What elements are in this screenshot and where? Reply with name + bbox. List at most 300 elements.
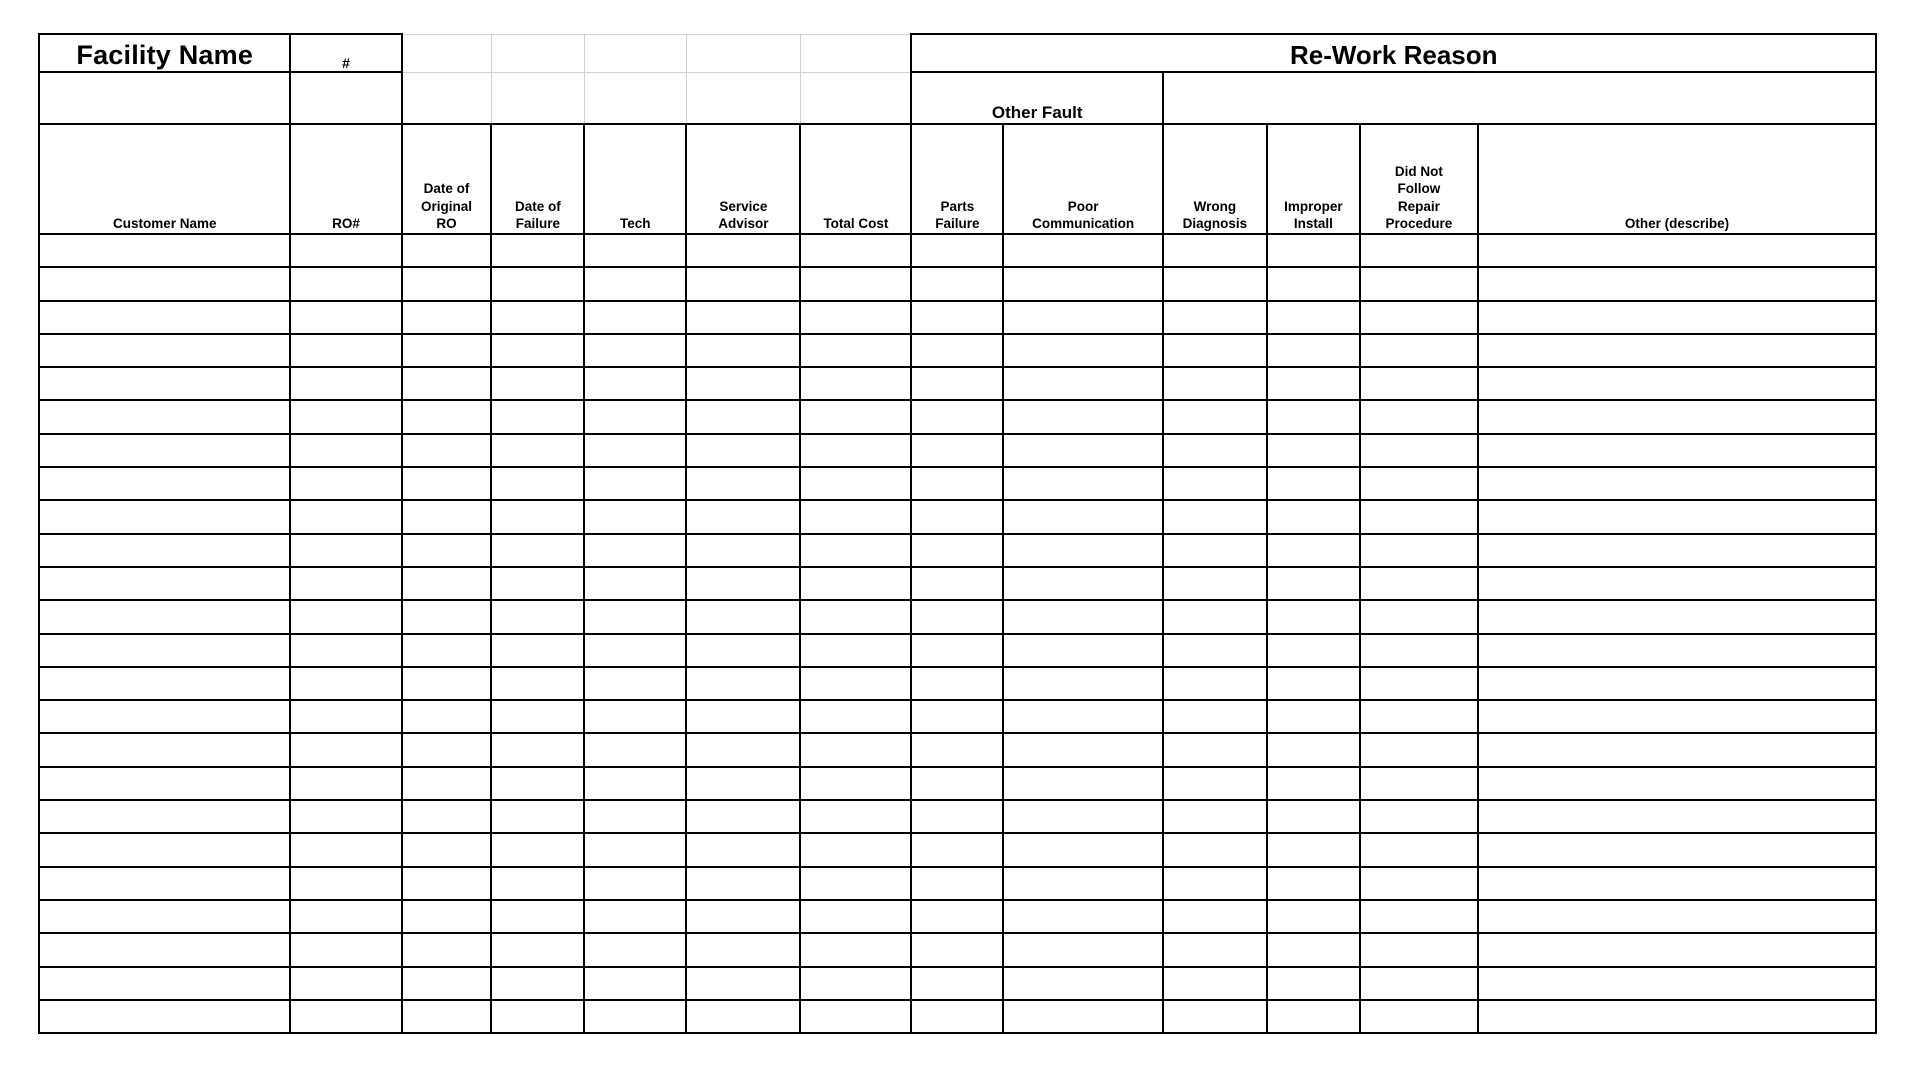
cell-parts-failure[interactable] xyxy=(911,900,1003,933)
cell-improper-install[interactable] xyxy=(1267,467,1360,500)
cell-improper-install[interactable] xyxy=(1267,733,1360,766)
cell-other-describe[interactable] xyxy=(1478,334,1876,367)
cell-other-describe[interactable] xyxy=(1478,267,1876,300)
cell-service-advisor[interactable] xyxy=(686,867,800,900)
cell-ro-number[interactable] xyxy=(290,667,401,700)
cell-parts-failure[interactable] xyxy=(911,933,1003,966)
cell-poor-communication[interactable] xyxy=(1003,833,1163,866)
cell-poor-communication[interactable] xyxy=(1003,867,1163,900)
cell-date-original-ro[interactable] xyxy=(402,900,492,933)
cell-total-cost[interactable] xyxy=(800,500,911,533)
table-row[interactable] xyxy=(39,634,1876,667)
cell-date-of-failure[interactable] xyxy=(491,900,584,933)
cell-ro-number[interactable] xyxy=(290,567,401,600)
cell-wrong-diagnosis[interactable] xyxy=(1163,567,1267,600)
cell-customer-name[interactable] xyxy=(39,234,290,267)
cell-did-not-follow-repair-procedure[interactable] xyxy=(1360,434,1478,467)
cell-did-not-follow-repair-procedure[interactable] xyxy=(1360,534,1478,567)
cell-customer-name[interactable] xyxy=(39,833,290,866)
cell-improper-install[interactable] xyxy=(1267,867,1360,900)
cell-tech[interactable] xyxy=(584,700,686,733)
cell-wrong-diagnosis[interactable] xyxy=(1163,301,1267,334)
cell-wrong-diagnosis[interactable] xyxy=(1163,600,1267,633)
cell-date-of-failure[interactable] xyxy=(491,500,584,533)
cell-parts-failure[interactable] xyxy=(911,733,1003,766)
cell-did-not-follow-repair-procedure[interactable] xyxy=(1360,500,1478,533)
cell-tech[interactable] xyxy=(584,667,686,700)
cell-did-not-follow-repair-procedure[interactable] xyxy=(1360,267,1478,300)
cell-poor-communication[interactable] xyxy=(1003,234,1163,267)
cell-total-cost[interactable] xyxy=(800,234,911,267)
cell-ro-number[interactable] xyxy=(290,434,401,467)
cell-date-of-failure[interactable] xyxy=(491,700,584,733)
cell-total-cost[interactable] xyxy=(800,900,911,933)
cell-other-describe[interactable] xyxy=(1478,400,1876,433)
cell-ro-number[interactable] xyxy=(290,267,401,300)
cell-date-of-failure[interactable] xyxy=(491,634,584,667)
cell-ro-number[interactable] xyxy=(290,967,401,1000)
table-row[interactable] xyxy=(39,534,1876,567)
cell-total-cost[interactable] xyxy=(800,434,911,467)
cell-parts-failure[interactable] xyxy=(911,400,1003,433)
cell-poor-communication[interactable] xyxy=(1003,367,1163,400)
table-row[interactable] xyxy=(39,833,1876,866)
cell-parts-failure[interactable] xyxy=(911,1000,1003,1033)
cell-total-cost[interactable] xyxy=(800,567,911,600)
cell-tech[interactable] xyxy=(584,234,686,267)
cell-service-advisor[interactable] xyxy=(686,234,800,267)
cell-did-not-follow-repair-procedure[interactable] xyxy=(1360,833,1478,866)
cell-wrong-diagnosis[interactable] xyxy=(1163,867,1267,900)
cell-total-cost[interactable] xyxy=(800,767,911,800)
table-row[interactable] xyxy=(39,900,1876,933)
cell-parts-failure[interactable] xyxy=(911,634,1003,667)
table-row[interactable] xyxy=(39,567,1876,600)
cell-total-cost[interactable] xyxy=(800,800,911,833)
cell-ro-number[interactable] xyxy=(290,800,401,833)
cell-tech[interactable] xyxy=(584,767,686,800)
cell-other-describe[interactable] xyxy=(1478,800,1876,833)
table-row[interactable] xyxy=(39,1000,1876,1033)
cell-total-cost[interactable] xyxy=(800,967,911,1000)
cell-parts-failure[interactable] xyxy=(911,800,1003,833)
cell-poor-communication[interactable] xyxy=(1003,600,1163,633)
cell-total-cost[interactable] xyxy=(800,334,911,367)
cell-total-cost[interactable] xyxy=(800,301,911,334)
cell-date-original-ro[interactable] xyxy=(402,634,492,667)
cell-improper-install[interactable] xyxy=(1267,367,1360,400)
cell-total-cost[interactable] xyxy=(800,867,911,900)
cell-poor-communication[interactable] xyxy=(1003,400,1163,433)
cell-total-cost[interactable] xyxy=(800,700,911,733)
cell-poor-communication[interactable] xyxy=(1003,267,1163,300)
cell-date-original-ro[interactable] xyxy=(402,933,492,966)
cell-total-cost[interactable] xyxy=(800,600,911,633)
cell-wrong-diagnosis[interactable] xyxy=(1163,234,1267,267)
cell-wrong-diagnosis[interactable] xyxy=(1163,634,1267,667)
cell-improper-install[interactable] xyxy=(1267,500,1360,533)
cell-improper-install[interactable] xyxy=(1267,267,1360,300)
table-row[interactable] xyxy=(39,967,1876,1000)
table-row[interactable] xyxy=(39,500,1876,533)
cell-tech[interactable] xyxy=(584,600,686,633)
cell-parts-failure[interactable] xyxy=(911,767,1003,800)
cell-service-advisor[interactable] xyxy=(686,467,800,500)
cell-did-not-follow-repair-procedure[interactable] xyxy=(1360,334,1478,367)
cell-date-original-ro[interactable] xyxy=(402,1000,492,1033)
cell-parts-failure[interactable] xyxy=(911,567,1003,600)
cell-total-cost[interactable] xyxy=(800,467,911,500)
cell-tech[interactable] xyxy=(584,1000,686,1033)
cell-service-advisor[interactable] xyxy=(686,301,800,334)
cell-poor-communication[interactable] xyxy=(1003,967,1163,1000)
cell-date-original-ro[interactable] xyxy=(402,567,492,600)
cell-improper-install[interactable] xyxy=(1267,301,1360,334)
cell-parts-failure[interactable] xyxy=(911,867,1003,900)
table-row[interactable] xyxy=(39,400,1876,433)
cell-ro-number[interactable] xyxy=(290,600,401,633)
cell-customer-name[interactable] xyxy=(39,600,290,633)
cell-parts-failure[interactable] xyxy=(911,667,1003,700)
cell-did-not-follow-repair-procedure[interactable] xyxy=(1360,367,1478,400)
cell-wrong-diagnosis[interactable] xyxy=(1163,800,1267,833)
cell-wrong-diagnosis[interactable] xyxy=(1163,400,1267,433)
cell-wrong-diagnosis[interactable] xyxy=(1163,467,1267,500)
cell-other-describe[interactable] xyxy=(1478,667,1876,700)
cell-date-of-failure[interactable] xyxy=(491,800,584,833)
cell-other-describe[interactable] xyxy=(1478,301,1876,334)
number-input-cell[interactable] xyxy=(290,72,401,124)
cell-poor-communication[interactable] xyxy=(1003,733,1163,766)
facility-name-input-cell[interactable] xyxy=(39,72,290,124)
cell-other-describe[interactable] xyxy=(1478,733,1876,766)
cell-improper-install[interactable] xyxy=(1267,700,1360,733)
cell-poor-communication[interactable] xyxy=(1003,767,1163,800)
cell-other-describe[interactable] xyxy=(1478,933,1876,966)
cell-poor-communication[interactable] xyxy=(1003,500,1163,533)
cell-ro-number[interactable] xyxy=(290,867,401,900)
cell-wrong-diagnosis[interactable] xyxy=(1163,500,1267,533)
cell-date-original-ro[interactable] xyxy=(402,767,492,800)
cell-other-describe[interactable] xyxy=(1478,867,1876,900)
cell-date-original-ro[interactable] xyxy=(402,267,492,300)
cell-improper-install[interactable] xyxy=(1267,434,1360,467)
cell-wrong-diagnosis[interactable] xyxy=(1163,334,1267,367)
cell-other-describe[interactable] xyxy=(1478,600,1876,633)
cell-tech[interactable] xyxy=(584,367,686,400)
cell-did-not-follow-repair-procedure[interactable] xyxy=(1360,467,1478,500)
cell-ro-number[interactable] xyxy=(290,1000,401,1033)
cell-total-cost[interactable] xyxy=(800,267,911,300)
cell-wrong-diagnosis[interactable] xyxy=(1163,367,1267,400)
cell-customer-name[interactable] xyxy=(39,767,290,800)
cell-total-cost[interactable] xyxy=(800,400,911,433)
table-row[interactable] xyxy=(39,267,1876,300)
cell-customer-name[interactable] xyxy=(39,267,290,300)
cell-customer-name[interactable] xyxy=(39,967,290,1000)
cell-service-advisor[interactable] xyxy=(686,800,800,833)
cell-did-not-follow-repair-procedure[interactable] xyxy=(1360,234,1478,267)
cell-ro-number[interactable] xyxy=(290,467,401,500)
cell-improper-install[interactable] xyxy=(1267,800,1360,833)
cell-other-describe[interactable] xyxy=(1478,567,1876,600)
cell-improper-install[interactable] xyxy=(1267,967,1360,1000)
cell-poor-communication[interactable] xyxy=(1003,1000,1163,1033)
cell-ro-number[interactable] xyxy=(290,234,401,267)
cell-poor-communication[interactable] xyxy=(1003,334,1163,367)
cell-other-describe[interactable] xyxy=(1478,234,1876,267)
cell-wrong-diagnosis[interactable] xyxy=(1163,767,1267,800)
cell-date-of-failure[interactable] xyxy=(491,1000,584,1033)
cell-ro-number[interactable] xyxy=(290,367,401,400)
cell-did-not-follow-repair-procedure[interactable] xyxy=(1360,933,1478,966)
cell-customer-name[interactable] xyxy=(39,400,290,433)
cell-other-describe[interactable] xyxy=(1478,367,1876,400)
cell-service-advisor[interactable] xyxy=(686,967,800,1000)
cell-improper-install[interactable] xyxy=(1267,234,1360,267)
cell-tech[interactable] xyxy=(584,733,686,766)
cell-improper-install[interactable] xyxy=(1267,900,1360,933)
cell-other-describe[interactable] xyxy=(1478,467,1876,500)
cell-date-original-ro[interactable] xyxy=(402,400,492,433)
cell-service-advisor[interactable] xyxy=(686,900,800,933)
table-row[interactable] xyxy=(39,667,1876,700)
cell-parts-failure[interactable] xyxy=(911,600,1003,633)
cell-wrong-diagnosis[interactable] xyxy=(1163,534,1267,567)
cell-ro-number[interactable] xyxy=(290,334,401,367)
cell-date-original-ro[interactable] xyxy=(402,234,492,267)
cell-wrong-diagnosis[interactable] xyxy=(1163,833,1267,866)
cell-other-describe[interactable] xyxy=(1478,500,1876,533)
cell-date-original-ro[interactable] xyxy=(402,833,492,866)
cell-wrong-diagnosis[interactable] xyxy=(1163,267,1267,300)
cell-did-not-follow-repair-procedure[interactable] xyxy=(1360,700,1478,733)
cell-tech[interactable] xyxy=(584,267,686,300)
cell-customer-name[interactable] xyxy=(39,900,290,933)
cell-tech[interactable] xyxy=(584,434,686,467)
cell-total-cost[interactable] xyxy=(800,367,911,400)
cell-improper-install[interactable] xyxy=(1267,334,1360,367)
cell-service-advisor[interactable] xyxy=(686,733,800,766)
cell-parts-failure[interactable] xyxy=(911,700,1003,733)
cell-customer-name[interactable] xyxy=(39,500,290,533)
table-row[interactable] xyxy=(39,733,1876,766)
cell-did-not-follow-repair-procedure[interactable] xyxy=(1360,667,1478,700)
cell-date-original-ro[interactable] xyxy=(402,800,492,833)
cell-other-describe[interactable] xyxy=(1478,434,1876,467)
cell-poor-communication[interactable] xyxy=(1003,667,1163,700)
cell-improper-install[interactable] xyxy=(1267,933,1360,966)
cell-parts-failure[interactable] xyxy=(911,833,1003,866)
cell-parts-failure[interactable] xyxy=(911,334,1003,367)
cell-did-not-follow-repair-procedure[interactable] xyxy=(1360,800,1478,833)
table-row[interactable] xyxy=(39,234,1876,267)
cell-customer-name[interactable] xyxy=(39,800,290,833)
cell-ro-number[interactable] xyxy=(290,767,401,800)
cell-did-not-follow-repair-procedure[interactable] xyxy=(1360,867,1478,900)
cell-date-of-failure[interactable] xyxy=(491,733,584,766)
cell-did-not-follow-repair-procedure[interactable] xyxy=(1360,600,1478,633)
cell-customer-name[interactable] xyxy=(39,634,290,667)
cell-date-original-ro[interactable] xyxy=(402,500,492,533)
cell-date-of-failure[interactable] xyxy=(491,567,584,600)
cell-date-of-failure[interactable] xyxy=(491,334,584,367)
cell-did-not-follow-repair-procedure[interactable] xyxy=(1360,301,1478,334)
cell-service-advisor[interactable] xyxy=(686,600,800,633)
cell-service-advisor[interactable] xyxy=(686,267,800,300)
cell-other-describe[interactable] xyxy=(1478,967,1876,1000)
cell-total-cost[interactable] xyxy=(800,1000,911,1033)
cell-poor-communication[interactable] xyxy=(1003,634,1163,667)
cell-customer-name[interactable] xyxy=(39,1000,290,1033)
cell-customer-name[interactable] xyxy=(39,867,290,900)
cell-did-not-follow-repair-procedure[interactable] xyxy=(1360,634,1478,667)
cell-customer-name[interactable] xyxy=(39,334,290,367)
cell-improper-install[interactable] xyxy=(1267,634,1360,667)
cell-customer-name[interactable] xyxy=(39,467,290,500)
cell-date-of-failure[interactable] xyxy=(491,833,584,866)
cell-date-original-ro[interactable] xyxy=(402,600,492,633)
cell-customer-name[interactable] xyxy=(39,667,290,700)
cell-tech[interactable] xyxy=(584,567,686,600)
cell-date-of-failure[interactable] xyxy=(491,434,584,467)
cell-parts-failure[interactable] xyxy=(911,434,1003,467)
cell-date-of-failure[interactable] xyxy=(491,967,584,1000)
cell-date-of-failure[interactable] xyxy=(491,267,584,300)
cell-wrong-diagnosis[interactable] xyxy=(1163,700,1267,733)
cell-improper-install[interactable] xyxy=(1267,767,1360,800)
cell-date-original-ro[interactable] xyxy=(402,367,492,400)
cell-poor-communication[interactable] xyxy=(1003,933,1163,966)
cell-customer-name[interactable] xyxy=(39,367,290,400)
cell-other-describe[interactable] xyxy=(1478,900,1876,933)
cell-date-original-ro[interactable] xyxy=(402,867,492,900)
cell-ro-number[interactable] xyxy=(290,733,401,766)
cell-customer-name[interactable] xyxy=(39,933,290,966)
cell-did-not-follow-repair-procedure[interactable] xyxy=(1360,567,1478,600)
cell-wrong-diagnosis[interactable] xyxy=(1163,434,1267,467)
cell-ro-number[interactable] xyxy=(290,534,401,567)
cell-date-original-ro[interactable] xyxy=(402,434,492,467)
cell-customer-name[interactable] xyxy=(39,700,290,733)
cell-ro-number[interactable] xyxy=(290,634,401,667)
cell-date-original-ro[interactable] xyxy=(402,733,492,766)
cell-parts-failure[interactable] xyxy=(911,234,1003,267)
cell-date-of-failure[interactable] xyxy=(491,367,584,400)
table-row[interactable] xyxy=(39,933,1876,966)
cell-improper-install[interactable] xyxy=(1267,833,1360,866)
cell-did-not-follow-repair-procedure[interactable] xyxy=(1360,1000,1478,1033)
cell-parts-failure[interactable] xyxy=(911,267,1003,300)
cell-customer-name[interactable] xyxy=(39,733,290,766)
cell-ro-number[interactable] xyxy=(290,700,401,733)
cell-ro-number[interactable] xyxy=(290,833,401,866)
cell-other-describe[interactable] xyxy=(1478,700,1876,733)
cell-parts-failure[interactable] xyxy=(911,534,1003,567)
cell-total-cost[interactable] xyxy=(800,733,911,766)
cell-poor-communication[interactable] xyxy=(1003,301,1163,334)
cell-date-of-failure[interactable] xyxy=(491,234,584,267)
cell-wrong-diagnosis[interactable] xyxy=(1163,667,1267,700)
cell-tech[interactable] xyxy=(584,967,686,1000)
cell-did-not-follow-repair-procedure[interactable] xyxy=(1360,733,1478,766)
cell-service-advisor[interactable] xyxy=(686,400,800,433)
cell-improper-install[interactable] xyxy=(1267,600,1360,633)
cell-tech[interactable] xyxy=(584,900,686,933)
cell-service-advisor[interactable] xyxy=(686,434,800,467)
cell-ro-number[interactable] xyxy=(290,933,401,966)
cell-tech[interactable] xyxy=(584,867,686,900)
cell-service-advisor[interactable] xyxy=(686,1000,800,1033)
cell-tech[interactable] xyxy=(584,933,686,966)
cell-tech[interactable] xyxy=(584,334,686,367)
table-row[interactable] xyxy=(39,700,1876,733)
cell-service-advisor[interactable] xyxy=(686,933,800,966)
cell-poor-communication[interactable] xyxy=(1003,467,1163,500)
cell-improper-install[interactable] xyxy=(1267,534,1360,567)
cell-ro-number[interactable] xyxy=(290,301,401,334)
cell-did-not-follow-repair-procedure[interactable] xyxy=(1360,900,1478,933)
cell-other-describe[interactable] xyxy=(1478,634,1876,667)
cell-date-original-ro[interactable] xyxy=(402,534,492,567)
cell-parts-failure[interactable] xyxy=(911,301,1003,334)
cell-total-cost[interactable] xyxy=(800,634,911,667)
cell-parts-failure[interactable] xyxy=(911,367,1003,400)
cell-wrong-diagnosis[interactable] xyxy=(1163,967,1267,1000)
cell-date-of-failure[interactable] xyxy=(491,667,584,700)
cell-wrong-diagnosis[interactable] xyxy=(1163,933,1267,966)
cell-date-original-ro[interactable] xyxy=(402,967,492,1000)
cell-wrong-diagnosis[interactable] xyxy=(1163,900,1267,933)
table-row[interactable] xyxy=(39,600,1876,633)
table-row[interactable] xyxy=(39,800,1876,833)
cell-poor-communication[interactable] xyxy=(1003,800,1163,833)
cell-total-cost[interactable] xyxy=(800,833,911,866)
cell-date-original-ro[interactable] xyxy=(402,334,492,367)
cell-tech[interactable] xyxy=(584,833,686,866)
table-row[interactable] xyxy=(39,467,1876,500)
cell-parts-failure[interactable] xyxy=(911,467,1003,500)
cell-ro-number[interactable] xyxy=(290,400,401,433)
cell-date-of-failure[interactable] xyxy=(491,767,584,800)
cell-parts-failure[interactable] xyxy=(911,500,1003,533)
cell-service-advisor[interactable] xyxy=(686,367,800,400)
cell-date-of-failure[interactable] xyxy=(491,600,584,633)
cell-service-advisor[interactable] xyxy=(686,700,800,733)
table-row[interactable] xyxy=(39,367,1876,400)
cell-customer-name[interactable] xyxy=(39,567,290,600)
cell-other-describe[interactable] xyxy=(1478,833,1876,866)
cell-ro-number[interactable] xyxy=(290,900,401,933)
cell-total-cost[interactable] xyxy=(800,933,911,966)
cell-tech[interactable] xyxy=(584,634,686,667)
cell-poor-communication[interactable] xyxy=(1003,567,1163,600)
cell-date-original-ro[interactable] xyxy=(402,700,492,733)
cell-did-not-follow-repair-procedure[interactable] xyxy=(1360,767,1478,800)
cell-date-of-failure[interactable] xyxy=(491,301,584,334)
cell-service-advisor[interactable] xyxy=(686,833,800,866)
cell-tech[interactable] xyxy=(584,467,686,500)
cell-improper-install[interactable] xyxy=(1267,667,1360,700)
cell-other-describe[interactable] xyxy=(1478,767,1876,800)
cell-service-advisor[interactable] xyxy=(686,500,800,533)
cell-date-original-ro[interactable] xyxy=(402,301,492,334)
cell-total-cost[interactable] xyxy=(800,534,911,567)
cell-poor-communication[interactable] xyxy=(1003,434,1163,467)
cell-other-describe[interactable] xyxy=(1478,534,1876,567)
table-row[interactable] xyxy=(39,867,1876,900)
cell-date-of-failure[interactable] xyxy=(491,933,584,966)
